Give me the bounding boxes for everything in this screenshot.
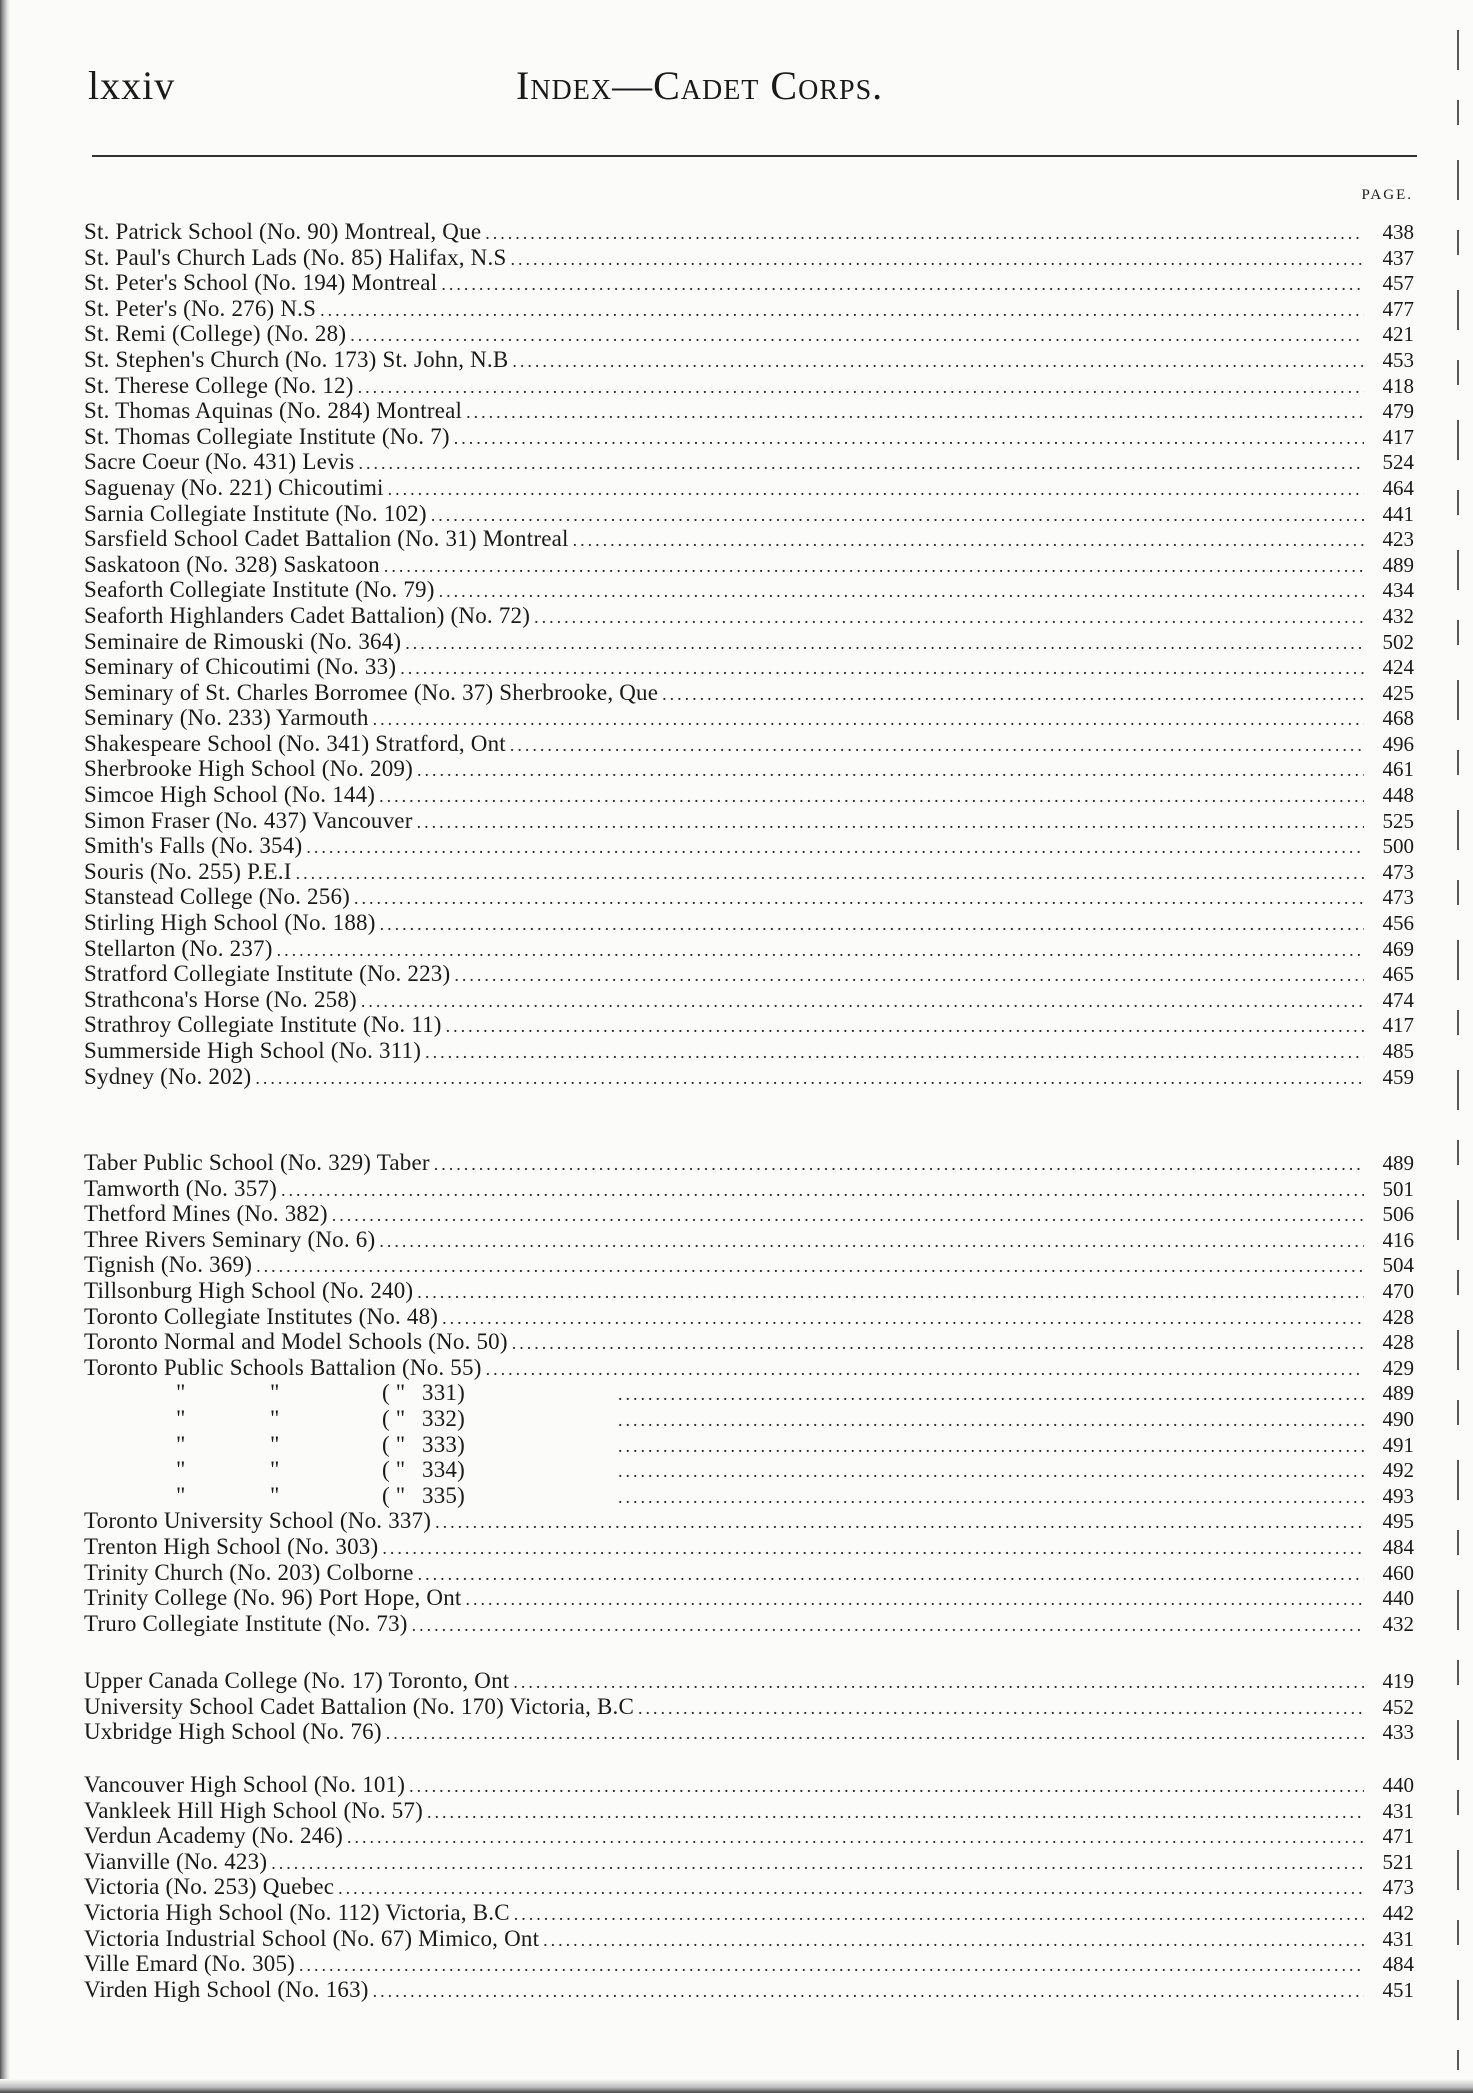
- dot-leader: [512, 1331, 1364, 1357]
- entry-page-number: 469: [1382, 936, 1414, 961]
- entry-name: Toronto University School (No. 337): [84, 1508, 432, 1534]
- ditto-corps-number: 335): [422, 1482, 465, 1508]
- index-entry: [84, 1772, 1414, 1798]
- dot-leader: [379, 784, 1364, 810]
- entry-name: [84, 1380, 614, 1406]
- entry-page-number: 504: [1382, 1253, 1414, 1278]
- entry-name: Uxbridge High School (No. 76): [84, 1719, 382, 1745]
- entry-page-number: 506: [1382, 1202, 1414, 1227]
- entry-page-number: 489: [1382, 1151, 1414, 1175]
- entry-page-number: 485: [1382, 1039, 1414, 1063]
- dot-leader: [347, 1825, 1364, 1851]
- entry-name: Sydney (No. 202): [84, 1063, 252, 1089]
- entry-name: St. Therese College (No. 12): [84, 372, 354, 398]
- entry-name: [84, 1406, 614, 1432]
- dot-leader: [662, 682, 1364, 708]
- index-entry-ditto: [84, 1380, 1414, 1406]
- entry-page-number: 416: [1382, 1227, 1414, 1252]
- dot-leader: [427, 1800, 1364, 1826]
- dot-leader: [412, 1613, 1364, 1639]
- index-entry: [84, 398, 1414, 424]
- entry-page-number: 423: [1382, 527, 1414, 552]
- index-entry: [84, 936, 1414, 962]
- entry-name: St. Peter's School (No. 194) Montreal: [84, 270, 438, 296]
- index-entry: [84, 1176, 1414, 1202]
- dot-leader: [466, 400, 1364, 426]
- entry-page-number: 502: [1382, 629, 1414, 654]
- entry-page-number: 460: [1382, 1560, 1414, 1585]
- index-entry: [84, 884, 1414, 910]
- entry-page-number: 459: [1382, 1064, 1414, 1089]
- entry-name: Seminary of St. Charles Borromee (No. 37) Sherbrooke, Que: [84, 679, 659, 705]
- entry-page-number: 437: [1382, 245, 1414, 270]
- dot-leader: [354, 886, 1364, 912]
- entry-page-number: 501: [1382, 1176, 1414, 1201]
- entry-page-number: 493: [1382, 1483, 1414, 1508]
- entry-name: Victoria High School (No. 112) Victoria, B.C: [84, 1899, 510, 1925]
- entry-page-number: 440: [1382, 1773, 1414, 1797]
- dot-leader: [618, 1382, 1364, 1408]
- ditto-mark: ": [176, 1457, 186, 1483]
- entry-page-number: 431: [1382, 1798, 1414, 1823]
- index-entry: [84, 296, 1414, 322]
- index-entry: [84, 373, 1414, 399]
- entry-name: Seminaire de Rimouski (No. 364): [84, 628, 402, 654]
- dot-leader: [296, 861, 1364, 887]
- page-bottom-edge: [0, 2079, 1473, 2093]
- index-entry: [84, 475, 1414, 501]
- entry-name: [84, 1483, 614, 1509]
- entry-page-number: 521: [1382, 1849, 1414, 1874]
- entry-name: Shakespeare School (No. 341) Stratford, Ont: [84, 730, 506, 756]
- dot-leader: [435, 1510, 1364, 1536]
- index-entry: [84, 526, 1414, 552]
- entry-page-number: 473: [1382, 885, 1414, 910]
- entry-page-number: 484: [1382, 1952, 1414, 1977]
- index-entry: [84, 1900, 1414, 1926]
- entry-name: Summerside High School (No. 311): [84, 1038, 422, 1063]
- entry-page-number: 425: [1382, 680, 1414, 705]
- dot-leader: [534, 605, 1364, 631]
- dot-leader: [338, 1876, 1364, 1902]
- index-entry: [84, 1668, 1414, 1694]
- entry-name: Stirling High School (No. 188): [84, 910, 376, 936]
- index-entry: [84, 1611, 1414, 1637]
- entry-name: Verdun Academy (No. 246): [84, 1823, 344, 1849]
- index-entry: [84, 705, 1414, 731]
- index-entry: [84, 731, 1414, 757]
- index-entry: [84, 1355, 1414, 1381]
- dot-leader: [454, 963, 1364, 989]
- index-entry: [84, 424, 1414, 450]
- entry-name: Stanstead College (No. 256): [84, 884, 351, 910]
- index-entry-ditto: [84, 1406, 1414, 1432]
- dot-leader: [379, 1229, 1364, 1255]
- entry-page-number: 500: [1382, 834, 1414, 859]
- entry-page-number: 464: [1382, 475, 1414, 500]
- dot-leader: [361, 989, 1364, 1015]
- dot-leader: [358, 451, 1364, 477]
- entry-name: Trinity Church (No. 203) Colborne: [84, 1559, 414, 1585]
- ditto-corps-number: 331): [422, 1380, 465, 1406]
- dot-leader: [466, 1587, 1365, 1613]
- entry-page-number: 479: [1382, 399, 1414, 424]
- index-section-s: [84, 219, 1414, 1089]
- ditto-mark: ": [270, 1405, 280, 1431]
- dot-leader: [439, 579, 1364, 605]
- index-entry: [84, 1508, 1414, 1534]
- index-entry: [84, 577, 1414, 603]
- entry-page-number: 442: [1382, 1900, 1414, 1925]
- entry-page-number: 477: [1382, 296, 1414, 321]
- dot-leader: [271, 1851, 1364, 1877]
- entry-name: Sarnia Collegiate Institute (No. 102): [84, 500, 427, 526]
- index-entry: [84, 1951, 1414, 1977]
- header-rule: [92, 155, 1417, 157]
- entry-name: Virden High School (No. 163): [84, 1976, 369, 2002]
- index-entry: [84, 347, 1414, 373]
- dot-leader: [255, 1066, 1364, 1092]
- dot-leader: [618, 1434, 1364, 1460]
- entry-name: Trenton High School (No. 303): [84, 1533, 379, 1559]
- entry-page-number: 432: [1382, 1611, 1414, 1636]
- dot-leader: [441, 272, 1364, 298]
- index-entry-ditto: [84, 1457, 1414, 1483]
- dot-leader: [332, 1203, 1364, 1229]
- index-entry: [84, 1278, 1414, 1304]
- dot-leader: [256, 1254, 1364, 1280]
- entry-name: Trinity College (No. 96) Port Hope, Ont: [84, 1585, 462, 1611]
- ditto-mark: ( ": [382, 1380, 406, 1406]
- index-entry: [84, 1227, 1414, 1253]
- entry-name: Strathcona's Horse (No. 258): [84, 986, 357, 1012]
- entry-name: Toronto Public Schools Battalion (No. 55): [84, 1354, 482, 1380]
- page-binding-edge: [0, 0, 10, 2093]
- entry-page-number: 452: [1382, 1694, 1414, 1719]
- index-entry: [84, 1926, 1414, 1952]
- page-title: Index—Cadet Corps.: [516, 63, 884, 108]
- entry-name: Stratford Collegiate Institute (No. 223): [84, 961, 451, 987]
- entry-page-number: 491: [1382, 1432, 1414, 1457]
- ditto-mark: ( ": [382, 1457, 406, 1483]
- index-entry: [84, 1585, 1414, 1611]
- entry-name: Vianville (No. 423): [84, 1848, 268, 1874]
- index-entry: [84, 833, 1414, 859]
- ditto-mark: ( ": [382, 1431, 406, 1457]
- dot-leader: [417, 810, 1364, 836]
- entry-page-number: 428: [1382, 1330, 1414, 1355]
- ditto-mark: ": [176, 1482, 186, 1508]
- ditto-mark: ": [270, 1482, 280, 1508]
- entry-page-number: 489: [1382, 1381, 1414, 1406]
- dot-leader: [386, 1721, 1364, 1747]
- index-entry: [84, 1252, 1414, 1278]
- entry-page-number: 496: [1382, 731, 1414, 756]
- entry-name: St. Patrick School (No. 90) Montreal, Que: [84, 219, 482, 244]
- index-entry: [84, 1849, 1414, 1875]
- entry-name: Simon Fraser (No. 437) Vancouver: [84, 807, 413, 833]
- entry-name: Saskatoon (No. 328) Saskatoon: [84, 551, 380, 577]
- dot-leader: [638, 1696, 1364, 1722]
- entry-page-number: 418: [1382, 373, 1414, 398]
- dot-leader: [388, 477, 1364, 503]
- entry-page-number: 429: [1382, 1355, 1414, 1380]
- entry-name: Sacre Coeur (No. 431) Levis: [84, 449, 355, 475]
- entry-name: Taber Public School (No. 329) Taber: [84, 1150, 430, 1175]
- entry-page-number: 470: [1382, 1278, 1414, 1303]
- ditto-mark: ": [176, 1431, 186, 1457]
- index-entry: [84, 1534, 1414, 1560]
- entry-page-number: 490: [1382, 1406, 1414, 1431]
- ditto-corps-number: 332): [422, 1405, 465, 1431]
- entry-page-number: 461: [1382, 757, 1414, 782]
- entry-page-number: 438: [1382, 220, 1414, 244]
- entry-name: Seaforth Collegiate Institute (No. 79): [84, 577, 435, 603]
- dot-leader: [281, 1178, 1364, 1204]
- entry-page-number: 424: [1382, 655, 1414, 680]
- index-entry: [84, 1150, 1414, 1176]
- index-entry: [84, 961, 1414, 987]
- index-entry-ditto: [84, 1483, 1414, 1509]
- index-entry: [84, 603, 1414, 629]
- index-entry: [84, 654, 1414, 680]
- dot-leader: [434, 1152, 1364, 1178]
- entry-name: Tignish (No. 369): [84, 1252, 253, 1278]
- entry-page-number: 428: [1382, 1304, 1414, 1329]
- entry-name: Tamworth (No. 357): [84, 1175, 277, 1201]
- entry-name: Seminary (No. 233) Yarmouth: [84, 705, 369, 731]
- entry-name: St. Thomas Collegiate Institute (No. 7): [84, 423, 450, 449]
- entry-page-number: 484: [1382, 1534, 1414, 1559]
- index-entry: [84, 1823, 1414, 1849]
- entry-page-number: 451: [1382, 1977, 1414, 2002]
- entry-name: Vankleek Hill High School (No. 57): [84, 1797, 423, 1823]
- entry-name: Tillsonburg High School (No. 240): [84, 1277, 414, 1303]
- ditto-mark: ": [176, 1405, 186, 1431]
- entry-page-number: 448: [1382, 783, 1414, 808]
- index-entry: [84, 1329, 1414, 1355]
- index-entry: [84, 245, 1414, 271]
- entry-name: Vancouver High School (No. 101): [84, 1772, 406, 1797]
- entry-name: St. Thomas Aquinas (No. 284) Montreal: [84, 398, 463, 424]
- entry-name: Ville Emard (No. 305): [84, 1951, 296, 1977]
- page-right-margin-marks: [1457, 30, 1459, 2070]
- entry-page-number: 431: [1382, 1926, 1414, 1951]
- dot-leader: [306, 835, 1364, 861]
- entry-page-number: 525: [1382, 808, 1414, 833]
- index-entry: [84, 552, 1414, 578]
- dot-leader: [454, 426, 1364, 452]
- index-entry: [84, 270, 1414, 296]
- entry-page-number: 453: [1382, 347, 1414, 372]
- entry-name: Stellarton (No. 237): [84, 935, 273, 961]
- entry-name: Toronto Collegiate Institutes (No. 48): [84, 1303, 439, 1329]
- index-entry: [84, 1694, 1414, 1720]
- entry-page-number: 440: [1382, 1586, 1414, 1611]
- index-entry: [84, 1201, 1414, 1227]
- index-entry-ditto: [84, 1432, 1414, 1458]
- entry-page-number: 468: [1382, 706, 1414, 731]
- dot-leader: [417, 758, 1364, 784]
- entry-name: University School Cadet Battalion (No. 170) Victoria, B.C: [84, 1693, 635, 1719]
- entry-name: Victoria (No. 253) Quebec: [84, 1874, 335, 1900]
- index-entry: [84, 782, 1414, 808]
- dot-leader: [618, 1408, 1364, 1434]
- index-entry: [84, 1064, 1414, 1090]
- entry-name: Souris (No. 255) P.E.I: [84, 858, 292, 884]
- index-section-v: [84, 1772, 1414, 2002]
- index-entry: [84, 219, 1414, 245]
- entry-name: St. Peter's (No. 276) N.S: [84, 295, 317, 321]
- dot-leader: [425, 1040, 1364, 1066]
- dot-leader: [418, 1562, 1364, 1588]
- entry-page-number: 465: [1382, 962, 1414, 987]
- entry-name: Sherbrooke High School (No. 209): [84, 756, 413, 782]
- entry-page-number: 441: [1382, 501, 1414, 526]
- entry-name: Saguenay (No. 221) Chicoutimi: [84, 474, 384, 500]
- dot-leader: [358, 375, 1364, 401]
- dot-leader: [485, 221, 1364, 247]
- dot-leader: [373, 1979, 1364, 2005]
- entry-name: Sarsfield School Cadet Battalion (No. 31) Montreal: [84, 526, 569, 552]
- entry-page-number: 434: [1382, 578, 1414, 603]
- index-entry: [84, 1304, 1414, 1330]
- entry-name: [84, 1457, 614, 1483]
- entry-page-number: 456: [1382, 911, 1414, 936]
- entry-name: St. Stephen's Church (No. 173) St. John, N.B: [84, 346, 509, 372]
- dot-leader: [442, 1306, 1364, 1332]
- entry-name: Victoria Industrial School (No. 67) Mimico, Ont: [84, 1925, 540, 1951]
- dot-leader: [446, 1014, 1364, 1040]
- entry-name: Thetford Mines (No. 382): [84, 1201, 328, 1227]
- dot-leader: [618, 1459, 1364, 1485]
- entry-page-number: 432: [1382, 603, 1414, 628]
- index-entry: [84, 756, 1414, 782]
- dot-leader: [400, 656, 1364, 682]
- index-entry: [84, 321, 1414, 347]
- dot-leader: [380, 912, 1364, 938]
- entry-page-number: 417: [1382, 1013, 1414, 1038]
- dot-leader: [543, 1928, 1364, 1954]
- dot-leader: [373, 707, 1364, 733]
- index-entry: [84, 501, 1414, 527]
- dot-leader: [618, 1485, 1364, 1511]
- dot-leader: [510, 733, 1364, 759]
- dot-leader: [320, 298, 1364, 324]
- index-entry: [84, 1798, 1414, 1824]
- entry-name: St. Paul's Church Lads (No. 85) Halifax, N.S: [84, 244, 507, 270]
- index-entry: [84, 1874, 1414, 1900]
- index-entry: [84, 1560, 1414, 1586]
- entry-name: St. Remi (College) (No. 28): [84, 321, 347, 347]
- entry-name: Seaforth Highlanders Cadet Battalion) (No. 72): [84, 602, 531, 628]
- entry-name: Three Rivers Seminary (No. 6): [84, 1226, 376, 1252]
- dot-leader: [513, 1670, 1364, 1696]
- dot-leader: [514, 1902, 1364, 1928]
- entry-page-number: 474: [1382, 987, 1414, 1012]
- entry-page-number: 417: [1382, 424, 1414, 449]
- entry-page-number: 419: [1382, 1669, 1414, 1693]
- entry-name: Toronto Normal and Model Schools (No. 50): [84, 1329, 508, 1355]
- dot-leader: [417, 1280, 1364, 1306]
- entry-page-number: 492: [1382, 1458, 1414, 1483]
- dot-leader: [277, 938, 1364, 964]
- entry-name: Upper Canada College (No. 17) Toronto, Ont: [84, 1668, 510, 1693]
- entry-page-number: 457: [1382, 271, 1414, 296]
- entry-name: Smith's Falls (No. 354): [84, 833, 303, 859]
- ditto-mark: ( ": [382, 1405, 406, 1431]
- dot-leader: [510, 247, 1364, 273]
- index-entry: [84, 987, 1414, 1013]
- ditto-mark: ( ": [382, 1482, 406, 1508]
- ditto-corps-number: 334): [422, 1457, 465, 1483]
- dot-leader: [405, 631, 1364, 657]
- entry-page-number: 524: [1382, 450, 1414, 475]
- dot-leader: [431, 503, 1364, 529]
- entry-name: Truro Collegiate Institute (No. 73): [84, 1610, 408, 1636]
- index-entry: [84, 449, 1414, 475]
- index-entry: [84, 1038, 1414, 1064]
- ditto-mark: ": [270, 1380, 280, 1406]
- index-entry: [84, 1977, 1414, 2003]
- entry-page-number: 471: [1382, 1824, 1414, 1849]
- entry-name: Strathroy Collegiate Institute (No. 11): [84, 1012, 442, 1038]
- ditto-corps-number: 333): [422, 1431, 465, 1457]
- ditto-mark: ": [270, 1457, 280, 1483]
- index-section-u: [84, 1668, 1414, 1745]
- page-column-label: PAGE.: [1361, 187, 1413, 203]
- dot-leader: [382, 1536, 1364, 1562]
- page-folio: lxxiv: [88, 63, 176, 108]
- index-entry: [84, 808, 1414, 834]
- ditto-mark: ": [270, 1431, 280, 1457]
- entry-page-number: 421: [1382, 322, 1414, 347]
- entry-page-number: 473: [1382, 859, 1414, 884]
- entry-name: Simcoe High School (No. 144): [84, 782, 376, 808]
- index-entry: [84, 910, 1414, 936]
- dot-leader: [512, 349, 1364, 375]
- index-entry: [84, 859, 1414, 885]
- dot-leader: [573, 528, 1364, 554]
- entry-name: [84, 1432, 614, 1458]
- dot-leader: [409, 1774, 1364, 1800]
- entry-name: Seminary of Chicoutimi (No. 33): [84, 654, 397, 680]
- index-entry: [84, 680, 1414, 706]
- index-entry: [84, 629, 1414, 655]
- dot-leader: [486, 1357, 1364, 1383]
- index-entry: [84, 1012, 1414, 1038]
- dot-leader: [384, 554, 1364, 580]
- index-entry: [84, 1719, 1414, 1745]
- entry-page-number: 433: [1382, 1720, 1414, 1745]
- entry-page-number: 489: [1382, 552, 1414, 577]
- ditto-mark: ": [176, 1380, 186, 1406]
- dot-leader: [350, 323, 1364, 349]
- entry-page-number: 495: [1382, 1509, 1414, 1534]
- index-section-t: [84, 1150, 1414, 1636]
- dot-leader: [299, 1953, 1364, 1979]
- entry-page-number: 473: [1382, 1875, 1414, 1900]
